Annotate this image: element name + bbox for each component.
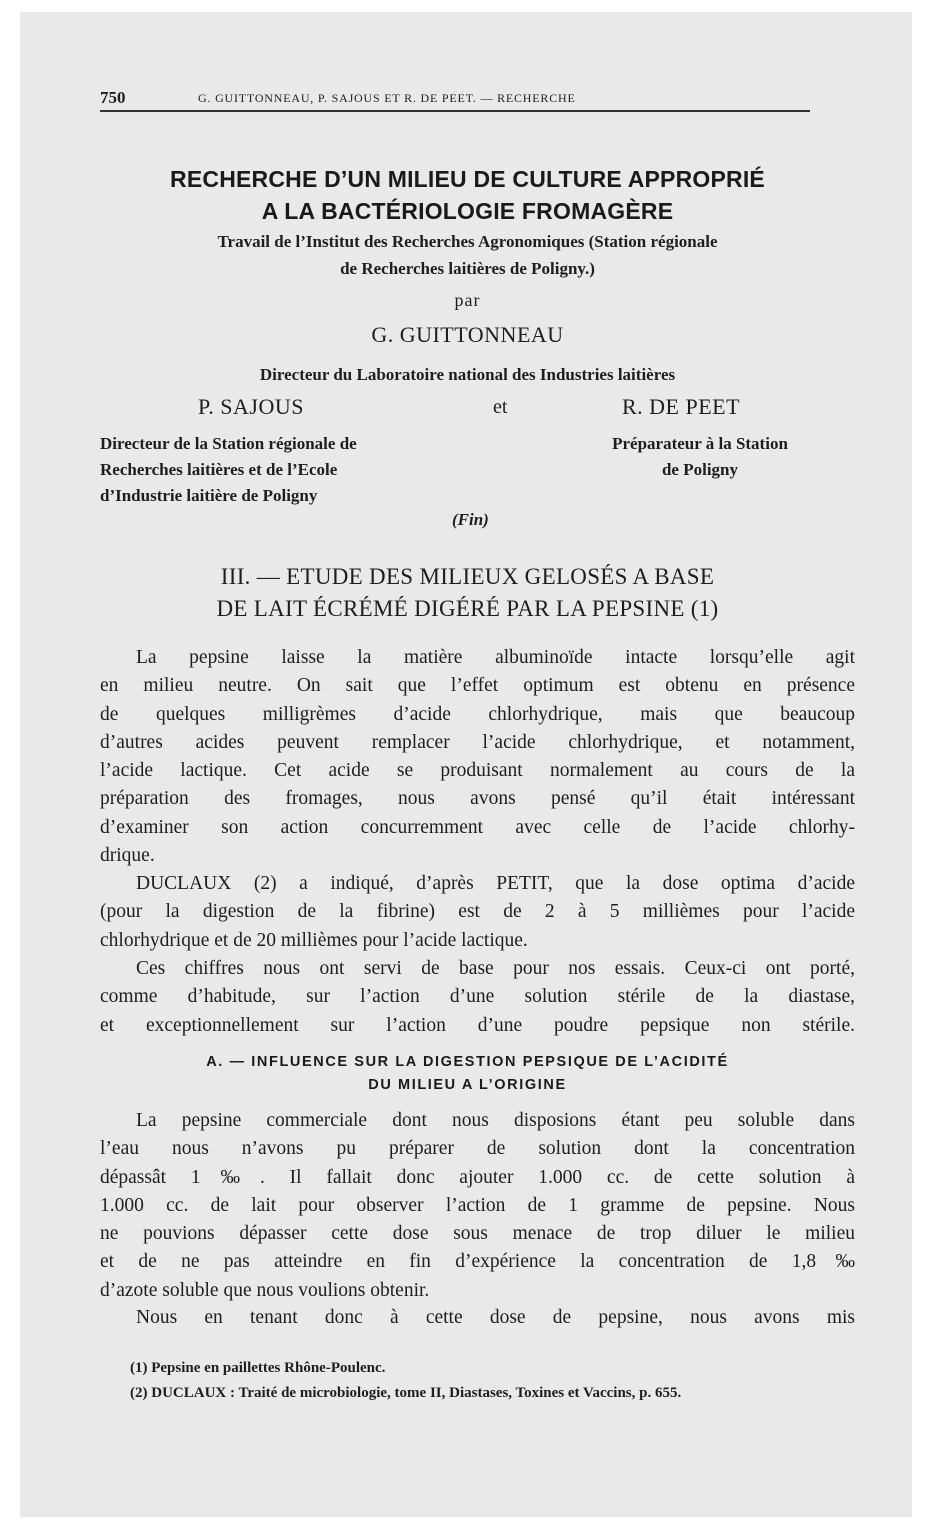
running-title: G. GUITTONNEAU, P. SAJOUS ET R. DE PEET. — RECHERCHE bbox=[198, 91, 576, 105]
text-line: et exceptionnellement sur l’action d’une poudre pepsique non stérile. bbox=[100, 1014, 855, 1036]
text-line: préparation des fromages, nous avons pensé qu’il était intéressant bbox=[100, 788, 855, 810]
text-line: et de ne pas atteindre en fin d’expérience la concentration de 1,8‰ bbox=[100, 1251, 855, 1273]
body-paragraph-2 bbox=[100, 870, 855, 955]
author-guittonneau-role: Directeur du Laboratoire national des Industries laitières bbox=[259, 365, 676, 384]
header-rule bbox=[100, 110, 810, 112]
section-title-line-1: III. — ETUDE DES MILIEUX GELOSÉS A BASE bbox=[220, 564, 715, 589]
affiliation-line: de Poligny bbox=[661, 460, 739, 479]
text-line: l’acide lactique. Cet acide se produisant normalement au cours de la bbox=[100, 760, 855, 782]
text-line: DUCLAUX (2) a indiqué, d’après PETIT, que la dose optima d’acide bbox=[136, 873, 855, 894]
text-line: ne pouvions dépasser cette dose sous menace de trop diluer le milieu bbox=[100, 1223, 855, 1245]
article-subtitle-line-2: de Recherches laitières de Poligny.) bbox=[340, 259, 595, 278]
text-line: en milieu neutre. On sait que l’effet optimum est obtenu en présence bbox=[100, 675, 855, 697]
text-line: La pepsine commerciale dont nous disposions étant peu soluble dans bbox=[136, 1110, 855, 1131]
body-paragraph-1 bbox=[100, 644, 855, 870]
scanned-page bbox=[20, 12, 912, 1517]
subsection-title-line-1: A. — INFLUENCE SUR LA DIGESTION PEPSIQUE DE L’ACIDITÉ bbox=[206, 1054, 729, 1070]
affiliation-line: d’Industrie laitière de Poligny bbox=[100, 486, 318, 505]
section-title-line-2: DE LAIT ÉCRÉMÉ DIGÉRÉ PAR LA PEPSINE (1) bbox=[216, 596, 719, 621]
body-paragraph-4 bbox=[100, 1107, 855, 1305]
byline-conjunction: et bbox=[493, 396, 508, 418]
text-line: d’autres acides peuvent remplacer l’acide chlorhydrique, et notamment, bbox=[100, 731, 855, 753]
footnote-1: (1) Pepsine en paillettes Rhône-Poulenc. bbox=[130, 1360, 386, 1376]
footnote-2: (2) DUCLAUX : Traité de microbiologie, tome II, Diastases, Toxines et Vaccins, p. 655. bbox=[130, 1385, 682, 1401]
byline-par: par bbox=[454, 290, 481, 310]
body-paragraph-5 bbox=[100, 1304, 855, 1332]
author-sajous: P. SAJOUS bbox=[198, 394, 304, 419]
body-paragraph-3 bbox=[100, 955, 855, 1040]
fin-marker: (Fin) bbox=[452, 510, 489, 529]
text-line: (pour la digestion de la fibrine) est de 2 à 5 millièmes pour l’acide bbox=[100, 901, 855, 923]
author-de-peet-affiliation bbox=[580, 431, 820, 483]
text-line: l’eau nous n’avons pu préparer de solution dont la concentration bbox=[100, 1138, 855, 1160]
page-number: 750 bbox=[100, 88, 126, 107]
author-guittonneau: G. GUITTONNEAU bbox=[371, 322, 564, 347]
text-line: 1.000 cc. de lait pour observer l’action de 1 gramme de pepsine. Nous bbox=[100, 1194, 855, 1216]
text-line: Ces chiffres nous ont servi de base pour nos essais. Ceux-ci ont porté, bbox=[136, 958, 855, 979]
text-line: drique. bbox=[100, 845, 155, 867]
text-line: comme d’habitude, sur l’action d’une solution stérile de la diastase, bbox=[100, 986, 855, 1008]
text-line: d’azote soluble que nous voulions obtenir. bbox=[100, 1279, 430, 1301]
affiliation-line: Directeur de la Station régionale de bbox=[100, 434, 357, 453]
affiliation-line: Préparateur à la Station bbox=[612, 434, 788, 453]
text-line: La pepsine laisse la matière albuminoïde intacte lorsqu’elle agit bbox=[136, 647, 855, 668]
text-line: Nous en tenant donc à cette dose de pepsine, nous avons mis bbox=[136, 1307, 855, 1328]
subsection-title-line-2: DU MILIEU A L’ORIGINE bbox=[368, 1077, 567, 1093]
text-line: d’examiner son action concurremment avec celle de l’acide chlorhy- bbox=[100, 816, 855, 838]
author-de-peet: R. DE PEET bbox=[622, 394, 741, 419]
text-line: chlorhydrique et de 20 millièmes pour l’acide lactique. bbox=[100, 929, 528, 951]
affiliation-line: Recherches laitières et de l’Ecole bbox=[100, 460, 338, 479]
article-title-line-2: A LA BACTÉRIOLOGIE FROMAGÈRE bbox=[261, 198, 674, 224]
article-subtitle-line-1: Travail de l’Institut des Recherches Agronomiques (Station régionale bbox=[217, 232, 718, 251]
text-line: dépassât 1‰. Il fallait donc ajouter 1.000 cc. de cette solution à bbox=[100, 1166, 855, 1188]
text-line: de quelques milligrèmes d’acide chlorhydrique, mais que beaucoup bbox=[100, 703, 855, 725]
article-title-line-1: RECHERCHE D’UN MILIEU DE CULTURE APPROPRIÉ bbox=[170, 166, 765, 192]
author-sajous-affiliation bbox=[100, 431, 440, 509]
